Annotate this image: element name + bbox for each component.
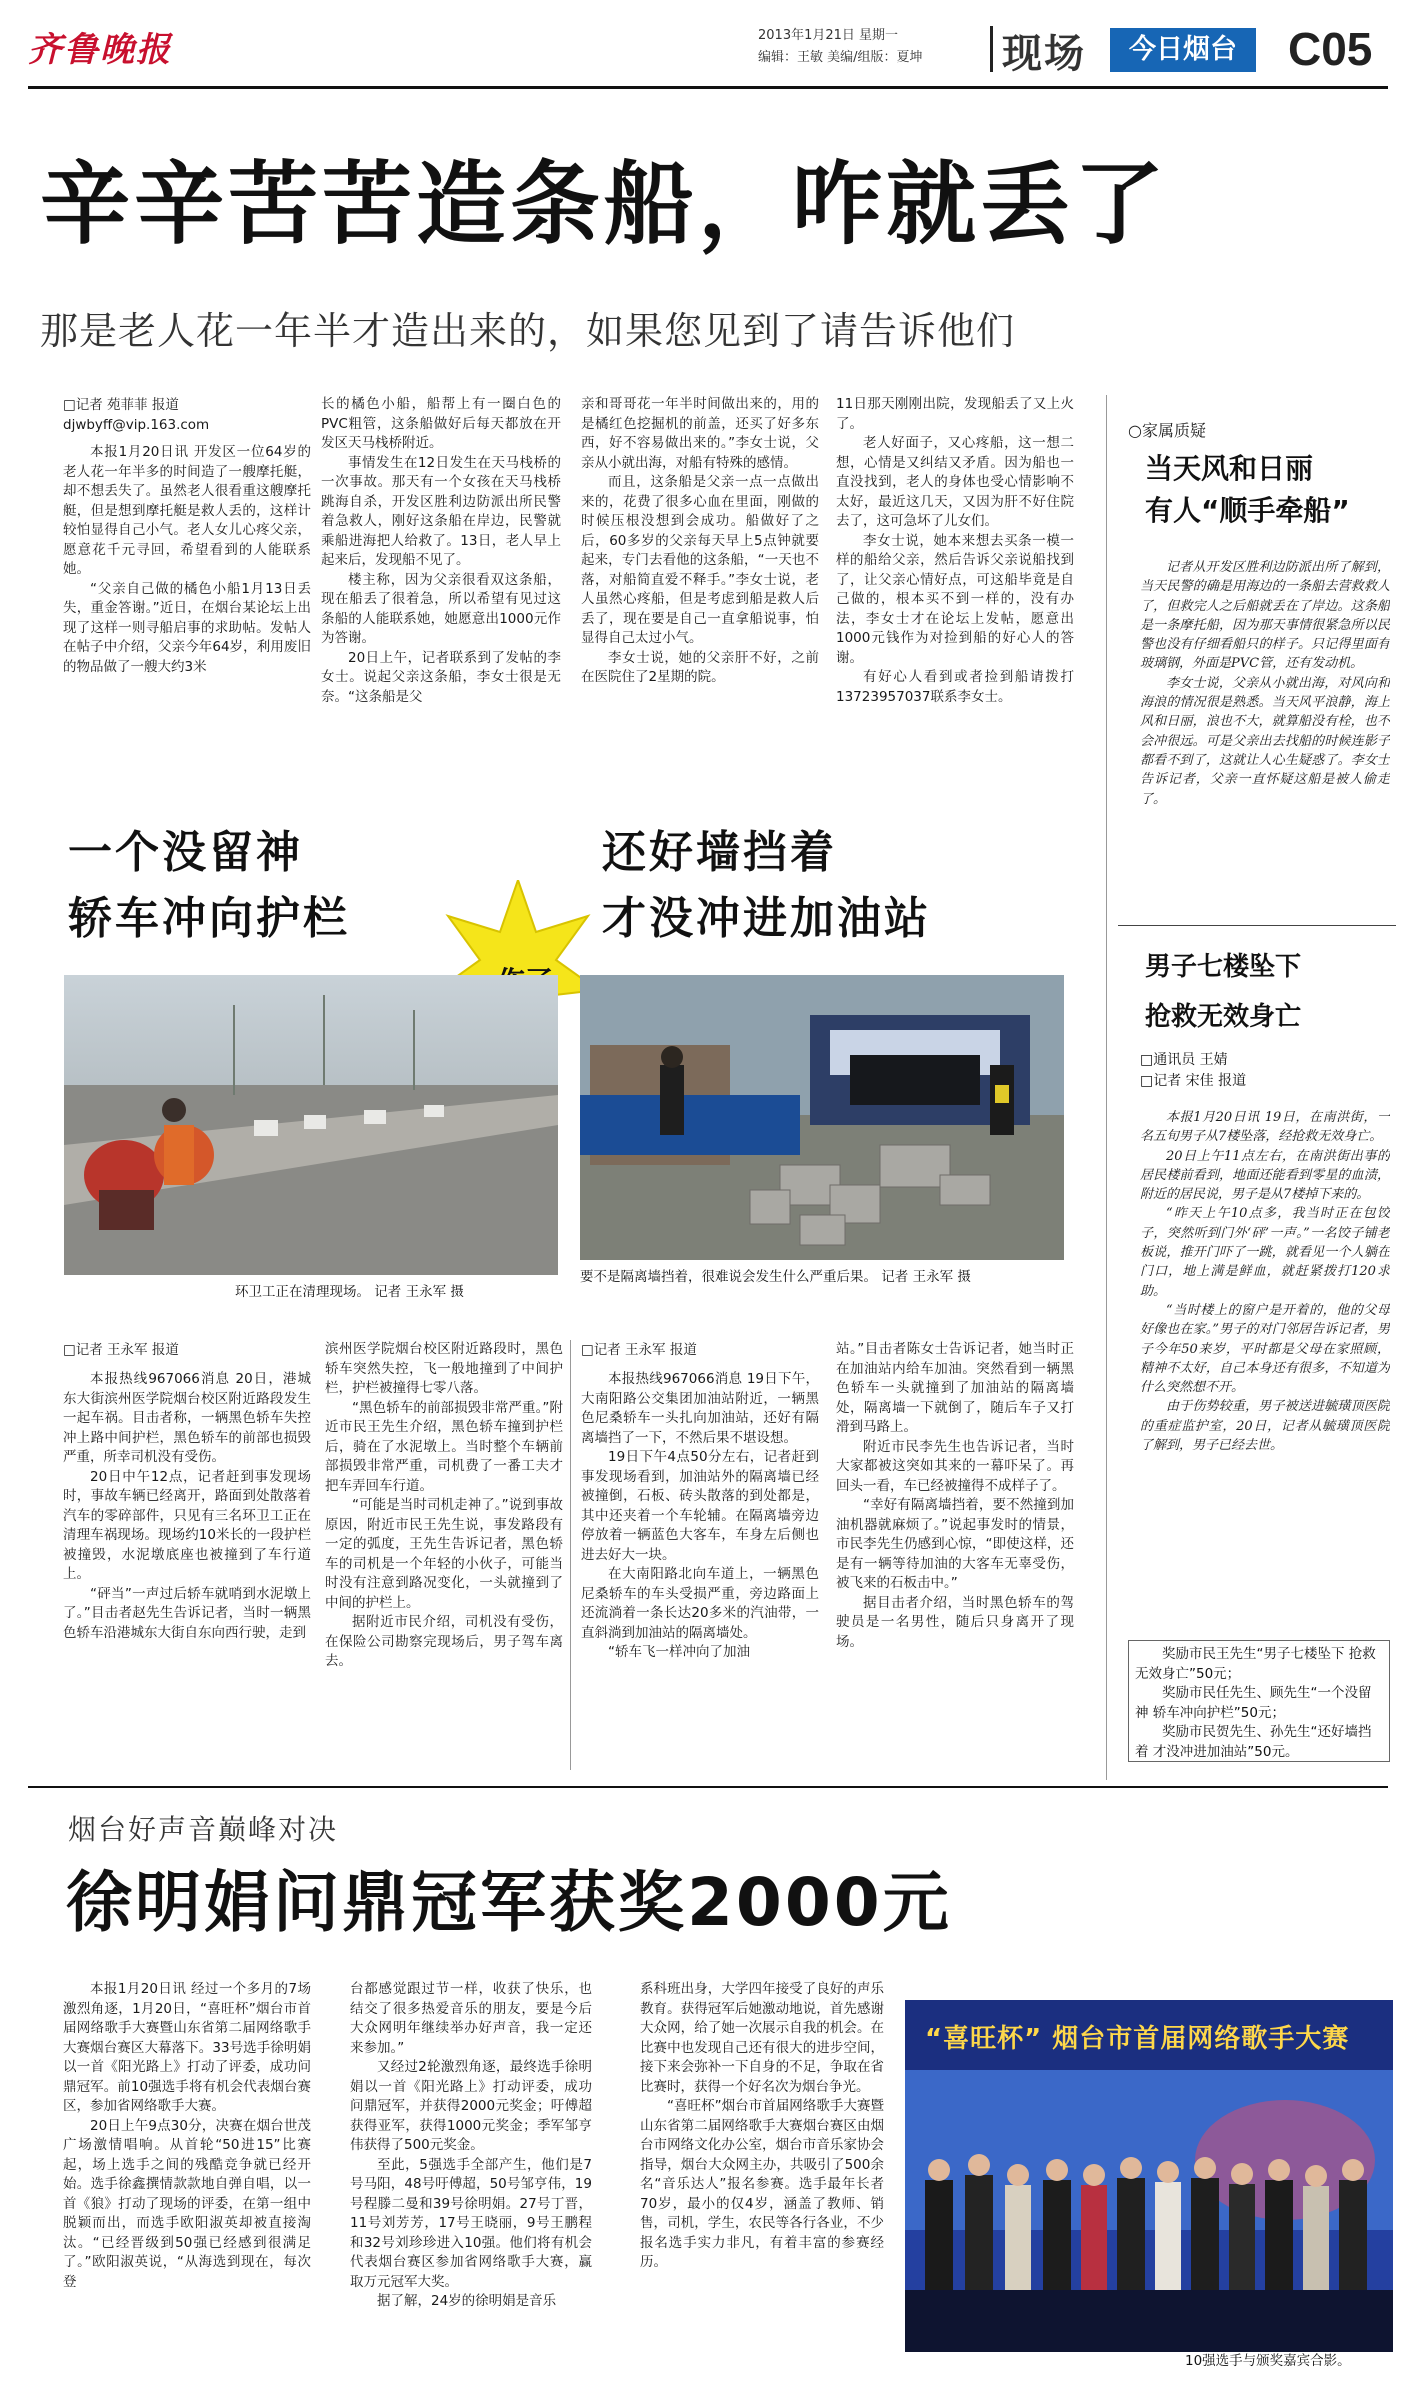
story1-col1 (63, 395, 311, 800)
masthead-logo: 齐鲁晚报 (28, 30, 172, 70)
paragraph: 又经过2轮激烈角逐，最终选手徐明娟以一首《阳光路上》打动评委，成功问鼎冠军，并获得2000元奖金；吁傅超获得亚军，获得1000元奖金；季军邹亨伟获得了500元奖金。 (350, 2059, 592, 2153)
paragraph: 有好心人看到或者捡到船请拨打13723957037联系李女士。 (836, 669, 1074, 705)
header-rule (28, 86, 1388, 89)
story1-col3 (581, 395, 819, 800)
sidebar1-body (1140, 558, 1390, 933)
paragraph: 记者从开发区胜利边防派出所了解到，当天民警的确是用海边的一条船去营救救人了，但救完人之后船就丢在了岸边。这条船是一条摩托船，因为那天事情很紧急所以民警也没有仔细看船只的样子。只记得里面有玻璃钢，外面是PVC管，还有发动机。 (1140, 560, 1390, 672)
sidebar1-tag: ○家属质疑 (1128, 421, 1206, 440)
paragraph: “可能是当时司机走神了。”说到事故原因，附近市民王先生说，事发路段有一定的弧度，王先生告诉记者，黑色轿车的司机是一个年轻的小伙子，可能当时没有注意到路况变化，一头就撞到了中间的护栏上。 (325, 1497, 563, 1611)
story2-byline: □记者 王永军 报道 (63, 1342, 179, 1358)
column-rule (1106, 395, 1107, 1780)
issue-date: 2013年1月21日 星期一 (758, 28, 899, 43)
paragraph: 李女士说，她的父亲肝不好，之前在医院住了2星期的院。 (581, 649, 819, 685)
paragraph: 本报热线967066消息 20日，港城东大街滨州医学院烟台校区附近路段发生一起车祸。目击者称，一辆黑色轿车失控冲上路中间护栏，黑色轿车的前部也损毁严重，所幸司机没有受伤。 (63, 1371, 311, 1465)
paragraph: “昨天上午10点多，我当时正在包饺子，突然听到门外‘砰’一声。”一名饺子铺老板说，推开门吓了一跳，就看见一个人躺在门口，地上满是鲜血，就赶紧拨打120求助。 (1140, 1206, 1390, 1299)
paragraph: 11日那天刚刚出院，发现船丢了又上火了。 (836, 396, 1074, 432)
story1-headline: 辛辛苦苦造条船，咋就丢了 (40, 152, 1168, 257)
sidebar-rule (1118, 925, 1396, 926)
story2-photo-caption: 环卫工正在清理现场。 记者 王永军 摄 (235, 1284, 464, 1300)
paragraph: “幸好有隔离墙挡着，要不然撞到加油机器就麻烦了。”说起事发时的情景，市民李先生仍感到心惊，“即使这样，还是有一辆等待加油的大客车无辜受伤，被飞来的石板击中。” (836, 1497, 1074, 1591)
paragraph: 20日上午9点30分，决赛在烟台世茂广场激情唱响。从首轮“50进15”比赛起，场上选手之间的残酷竞争就已经开始。选手徐鑫撰情款款地自弹自唱，以一首《狼》打动了现场的评委，在第一组中脱颖而出，而选手欧阳淑英却被直接淘汰。“已经晋级到50强已经感到很满足了。”欧阳淑英说，“从海选到现在，每次登 (63, 2117, 311, 2290)
paragraph: 站。”目击者陈女士告诉记者，她当时正在加油站内给车加油。突然看到一辆黑色轿车一头就撞到了加油站的隔离墙处，隔离墙一下就倒了，随后车子又打滑到马路上。 (836, 1341, 1074, 1435)
paragraph: 系科班出身，大学四年接受了良好的声乐教育。获得冠军后她激动地说，首先感谢大众网，给了她一次展示自我的机会。在比赛中也发现自己还有很大的进步空间，接下来会弥补一下自身的不足，争取在省比赛时，获得一个好名次为烟台争光。 (640, 1981, 884, 2095)
paragraph: “喜旺杯”烟台市首届网络歌手大赛暨山东省第二届网络歌手大赛烟台赛区由烟台市网络文化办公室，烟台市音乐家协会指导，烟台大众网主办，共吸引了500余名“音乐达人”报名参赛。选手最年长者70岁，最小的仅4岁，涵盖了教师、销售，司机，学生，农民等各行各业，不少报名选手实力非凡，有着丰富的参赛经历。 (640, 2098, 884, 2270)
award-box (1128, 1640, 1390, 1762)
speech-bubble-icon: ○ (1128, 421, 1142, 440)
paragraph: 至此，5强选手全部产生，他们是7号马阳，48号吁傅超，50号邹亨伟，19号程滕二曼和39号徐明娟。27号丁晋，11号刘芳芳，17号王晓丽，9号王鹏程和32号刘珍珍进入10强。他们将有机会代表烟台赛区参加省网络歌手大赛，赢取万元冠军大奖。 (350, 2156, 592, 2290)
story4-col2 (350, 1980, 592, 2362)
paragraph: 李女士说，她本来想去买条一模一样的船给父亲，然后告诉父亲说船找到了，让父亲心情好点，可这船毕竟是自己做的，根本买不到一样的，没有办法，李女士才在论坛上发帖，愿意出1000元钱作为对捡到船的好心人的答谢。 (836, 532, 1074, 666)
story4-col3 (640, 1980, 884, 2362)
story1-byline: □记者 苑菲菲 报道 (63, 397, 179, 413)
paragraph: 滨州医学院烟台校区附近路段时，黑色轿车突然失控，飞一般地撞到了中间护栏，护栏被撞得七零八落。 (325, 1341, 563, 1396)
award-line: 奖励市民任先生、顾先生“一个没留神 轿车冲向护栏”50元； (1135, 1685, 1372, 1721)
paragraph: 老人好面子，又心疼船，这一想二想，心情是又纠结又矛盾。因为船也一直没找到，老人的身体也受心情影响不太好，最近这几天，又因为肝不好住院去了，这可急坏了儿女们。 (836, 435, 1074, 529)
award-line: 奖励市民王先生“男子七楼坠下 抢救无效身亡”50元； (1135, 1646, 1376, 1682)
paragraph: 本报1月20日讯 经过一个多月的7场激烈角逐，1月20日，“喜旺杯”烟台市首届网络歌手大赛暨山东省第二届网络歌手大赛烟台赛区大幕落下。33号选手徐明娟以一首《阳光路上》打动了评委，成功问鼎冠军。前10强选手将有机会代表烟台赛区，参加省网络歌手大赛。 (63, 1981, 311, 2114)
paragraph: 在大南阳路北向车道上，一辆黑色尼桑轿车的车头受损严重，旁边路面上还流淌着一条长达20多米的汽油带，一直斜淌到加油站的隔离墙处。 (581, 1566, 819, 1641)
paragraph: 20日上午11点左右，在南洪街出事的居民楼前看到，地面还能看到零星的血渍，附近的居民说，男子是从7楼掉下来的。 (1140, 1148, 1390, 1203)
paragraph: 据附近市民介绍，司机没有受伤，在保险公司勘察完现场后，男子驾车离去。 (325, 1614, 563, 1669)
sidebar2-body (1140, 1108, 1390, 1638)
section-name: 现场 (1002, 31, 1086, 77)
paragraph: 李女士说，父亲从小就出海，对风向和海浪的情况很是熟悉。当天风平浪静，海上风和日丽，浪也不大，就算船没有栓，也不会冲很远。可是父亲出去找船的时候连影子都看不到了，这就让人心生疑惑了。李女士告诉记者，父亲一直怀疑这船是被人偷走了。 (1140, 675, 1390, 807)
story1-col2 (321, 395, 561, 800)
paragraph: 台都感觉跟过节一样，收获了快乐，也结交了很多热爱音乐的朋友，要是今后大众网明年继续举办好声音，我一定还来参加。” (350, 1981, 592, 2056)
contest-banner-text: “喜旺杯” 烟台市首届网络歌手大赛 (925, 2024, 1350, 2054)
story4-col1 (63, 1980, 311, 2362)
paragraph: 20日上午，记者联系到了发帖的李女士。说起父亲这条船，李女士很是无奈。“这条船是父 (321, 649, 561, 705)
story2-headline: 一个没留神 轿车冲向护栏 (68, 827, 350, 944)
paragraph: 事情发生在12日发生在天马栈桥的一次事故。那天有一个女孩在天马栈桥跳海自杀，开发区胜利边防派出所民警着急救人，刚好这条船在岸边，民警就乘船进海把人给救了。13日，老人早上起来后，发现船不见了。 (321, 454, 561, 568)
paragraph: “当时楼上的窗户是开着的，他的父母好像也在家。”男子的对门邻居告诉记者，男子今年50来岁，平时都是父母在家照顾，精神不太好，自己本身还有很多，不知道为什么突然想不开。 (1140, 1302, 1390, 1396)
story3-col2 (836, 1340, 1074, 1775)
editor-credits: 编辑：王敏 美编/组版：夏坤 (758, 50, 923, 65)
sidebar2-byline: □通讯员 王婧 □记者 宋佳 报道 (1140, 1052, 1247, 1089)
story1-subhead: 那是老人花一年半才造出来的，如果您见到了请告诉他们 (40, 309, 1016, 353)
paragraph: 本报1月20日讯 19日，在南洪街，一名五旬男子从7楼坠落，经抢救无效身亡。 (1140, 1110, 1390, 1145)
story2-col2 (325, 1340, 563, 1775)
paragraph: 楼主称，因为父亲很看双这条船，现在船丢了很着急，所以希望有见过这条船的人能联系她，她愿意出1000元作为答谢。 (321, 571, 561, 646)
story1-col4 (836, 395, 1074, 800)
story3-photo-caption: 要不是隔离墙挡着，很难说会发生什么严重后果。 记者 王永军 摄 (580, 1269, 971, 1285)
sidebar1-title: 当天风和日丽 有人“顺手牵船” (1145, 452, 1350, 527)
paragraph: “砰当”一声过后轿车就哨到水泥墩上了。”目击者赵先生告诉记者，当时一辆黑色轿车沿港城东大街自东向西行驶，走到 (63, 1585, 311, 1641)
paragraph: 长的橘色小船，船帮上有一圈白色的PVC粗管，这条船做好后每天都放在开发区天马栈桥附近。 (321, 396, 561, 451)
story4-headline: 徐明娟问鼎冠军获奖2000元 (66, 1864, 952, 1941)
story4-kicker: 烟台好声音巅峰对决 (68, 1813, 339, 1846)
paragraph: 20日中午12点，记者赶到事发现场时，事故车辆已经离开，路面到处散落着汽车的零碎部件，只见有三名环卫工正在清理车祸现场。现场约10米长的一段护栏被撞毁，水泥墩底座也被撞到了车行道上。 (63, 1468, 311, 1582)
paragraph: 19日下午4点50分左右，记者赶到事发现场看到，加油站外的隔离墙已经被撞倒，石板、砖头散落的到处都是，其中还夹着一个车轮辅。在隔离墙旁边停放着一辆蓝色大客车，车身左后侧也进去好大一块。 (581, 1449, 819, 1563)
story3-col1 (581, 1340, 819, 1775)
section-badge: 今日烟台 (1110, 28, 1256, 72)
paragraph: 附近市民李先生也告诉记者，当时大家都被这突如其来的一幕吓呆了。再回头一看，车已经被撞得不成样子了。 (836, 1438, 1074, 1494)
story4-photo-caption: 10强选手与颁奖嘉宾合影。 (1185, 2353, 1351, 2369)
paragraph: 据目击者介绍，当时黑色轿车的驾驶员是一名男性，随后只身离开了现场。 (836, 1594, 1074, 1650)
paragraph: “轿车飞一样冲向了加油 (608, 1644, 750, 1660)
contest-winners-photo (905, 2000, 1393, 2352)
section-rule (28, 1786, 1388, 1788)
header-divider (990, 26, 993, 72)
street-cleaning-photo (64, 975, 558, 1275)
paragraph: 本报热线967066消息 19日下午，大南阳路公交集团加油站附近，一辆黑色尼桑轿车一头扎向加油站，还好有隔离墙挡了一下，不然后果不堪设想。 (581, 1371, 819, 1446)
page-number: C05 (1288, 23, 1373, 75)
paragraph: 据了解，24岁的徐明娟是音乐 (377, 2293, 557, 2309)
paragraph: 本报1月20日讯 开发区一位64岁的老人花一年半多的时间造了一艘摩托艇，却不想丢失了。虽然老人很看重这艘摩托艇，但是想到摩托艇是救人丢的，这样计较怕显得自己小气。老人女儿心疼父亲，愿意花千元寻回，希望看到的人能联系她。 (63, 444, 311, 577)
sidebar2-title: 男子七楼坠下 抢救无效身亡 (1145, 952, 1302, 1032)
paragraph: 而且，这条船是父亲一点一点做出来的，花费了很多心血在里面，刚做的时候压根没想到会成功。船做好了之后，60多岁的父亲每天早上5点钟就要起来，专门去看他的这条船，“一天也不落，对船简直爱不释手。”李女士说，老人虽然心疼船，但是考虑到船是救人后丢了，现在要是自己一直拿船说事，怕显得自己太过小气。 (581, 474, 819, 646)
paragraph: 由于伤势较重，男子被送进毓璜顶医院的重症监护室，20日，记者从毓璜顶医院了解到，男子已经去世。 (1140, 1399, 1390, 1454)
paragraph: “黑色轿车的前部损毁非常严重。”附近市民王先生介绍，黑色轿车撞到护栏后，骑在了水泥墩上。当时整个车辆前部损毁非常严重，司机费了一番工夫才把车弄回车行道。 (325, 1399, 563, 1494)
paragraph: 亲和哥哥花一年半时间做出来的，用的是橘红色挖掘机的前盖，还买了好多东西，好不容易做出来的。”李女士说，父亲从小就出海，对船有特殊的感情。 (581, 396, 819, 471)
story1-email: djwbyff@vip.163.com (63, 417, 210, 433)
story2-col1 (63, 1340, 311, 1775)
story3-byline: □记者 王永军 报道 (581, 1342, 697, 1358)
crash-wall-photo (580, 975, 1064, 1260)
award-line: 奖励市民贺先生、孙先生“还好墙挡着 才没冲进加油站”50元。 (1135, 1724, 1372, 1760)
story3-headline: 还好墙挡着 才没冲进加油站 (602, 827, 931, 944)
paragraph: “父亲自己做的橘色小船1月13日丢失，重金答谢。”近日，在烟台某论坛上出现了这样一则寻船启事的求助帖。发帖人在帖子中介绍，父亲今年64岁，利用废旧的物品做了一艘大约3米 (63, 580, 311, 675)
column-rule (570, 1340, 571, 1770)
